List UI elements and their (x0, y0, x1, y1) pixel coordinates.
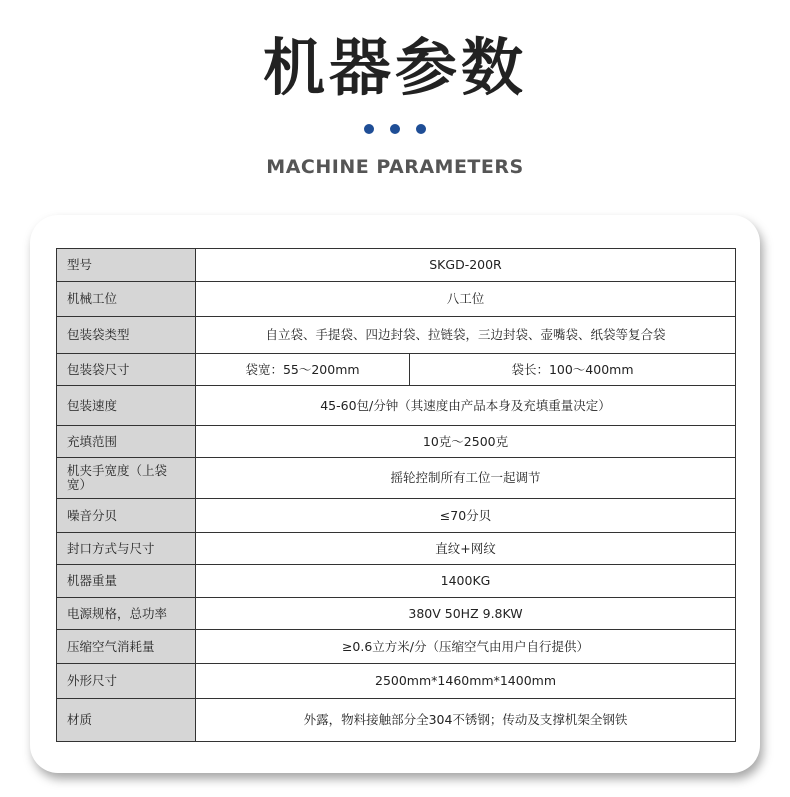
table-row (57, 426, 736, 458)
parameters-table (56, 248, 736, 742)
row-value: 八工位 (196, 282, 736, 317)
row-label: 机械工位 (57, 282, 196, 317)
row-value: 380V 50HZ 9.8KW (196, 598, 736, 630)
row-label: 电源规格，总功率 (57, 598, 196, 630)
dot-1 (364, 124, 374, 134)
row-label: 包装袋尺寸 (57, 354, 196, 386)
table-row (57, 630, 736, 664)
table-row (57, 249, 736, 282)
row-value-right: 袋长：100～400mm (410, 354, 736, 386)
row-value: ≤70分贝 (196, 499, 736, 533)
row-value: 直纹+网纹 (196, 533, 736, 565)
table-row (57, 458, 736, 499)
table-row (57, 533, 736, 565)
row-label: 噪音分贝 (57, 499, 196, 533)
row-label: 包装速度 (57, 386, 196, 426)
table-row (57, 499, 736, 533)
table-row (57, 565, 736, 598)
table-row (57, 282, 736, 317)
row-value: ≥0.6立方米/分（压缩空气由用户自行提供） (196, 630, 736, 664)
page-title: 机器参数 (262, 31, 527, 104)
table-row (57, 317, 736, 354)
row-value: 1400KG (196, 565, 736, 598)
row-value: 10克～2500克 (196, 426, 736, 458)
row-label: 机夹手宽度（上袋宽） (57, 458, 196, 499)
row-value-left: 袋宽：55～200mm (196, 354, 410, 386)
table-row (57, 598, 736, 630)
row-value: 自立袋、手提袋、四边封袋、拉链袋，三边封袋、壶嘴袋、纸袋等复合袋 (196, 317, 736, 354)
row-label: 机器重量 (57, 565, 196, 598)
row-label: 型号 (57, 249, 196, 282)
table-row (57, 386, 736, 426)
row-value: SKGD-200R (196, 249, 736, 282)
row-label: 包装袋类型 (57, 317, 196, 354)
row-value: 摇轮控制所有工位一起调节 (196, 458, 736, 499)
page-subtitle: MACHINE PARAMETERS (266, 156, 524, 178)
row-value: 外露，物料接触部分全304不锈钢；传动及支撑机架全钢铁 (196, 699, 736, 742)
row-label: 外形尺寸 (57, 664, 196, 699)
table-row (57, 354, 736, 386)
table-row (57, 699, 736, 742)
row-label: 压缩空气消耗量 (57, 630, 196, 664)
dot-2 (390, 124, 400, 134)
row-label: 充填范围 (57, 426, 196, 458)
decorative-dots (0, 124, 790, 134)
row-label: 封口方式与尺寸 (57, 533, 196, 565)
row-value: 2500mm*1460mm*1400mm (196, 664, 736, 699)
row-label: 材质 (57, 699, 196, 742)
table-row (57, 664, 736, 699)
row-value: 45-60包/分钟（其速度由产品本身及充填重量决定） (196, 386, 736, 426)
dot-3 (416, 124, 426, 134)
